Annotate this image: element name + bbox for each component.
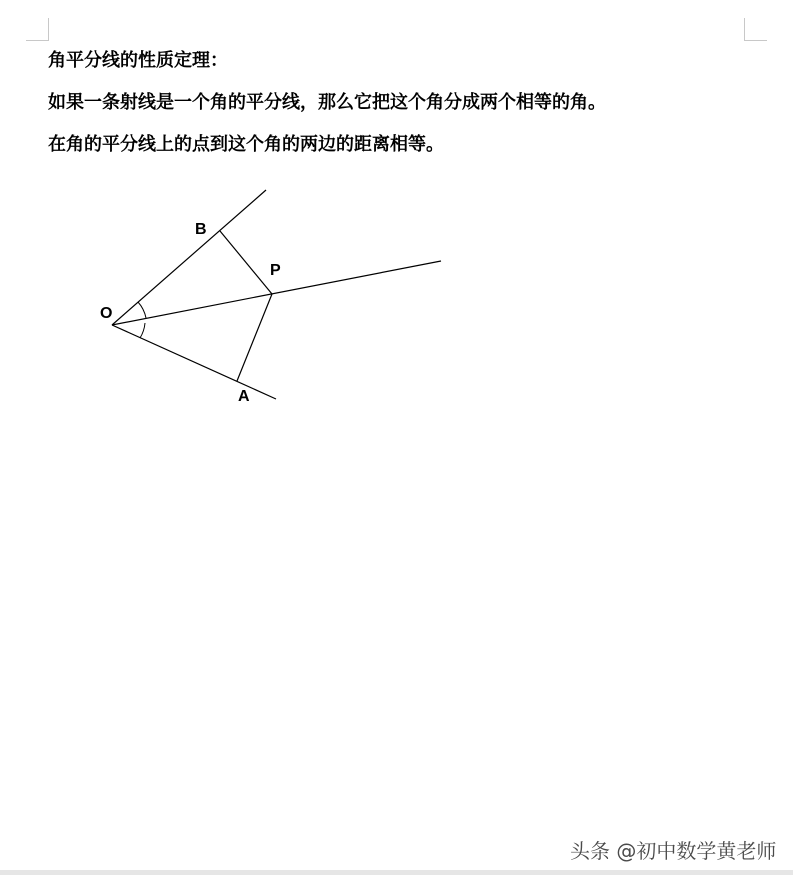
theorem-statement-angle: 如果一条射线是一个角的平分线，那么它把这个角分成两个相等的角。 [48, 92, 606, 113]
angle-arc-lower [140, 323, 145, 338]
label-p: P [270, 262, 281, 279]
segment-pa [237, 294, 272, 381]
segment-pb [220, 231, 272, 294]
angle-arc-upper [138, 302, 146, 318]
theorem-statement-distance: 在角的平分线上的点到这个角的两边的距离相等。 [48, 134, 444, 155]
page-bottom-edge [0, 870, 793, 875]
theorem-title: 角平分线的性质定理： [48, 50, 228, 71]
ray-oa [112, 325, 276, 399]
label-o: O [100, 305, 113, 322]
ray-ob [112, 190, 266, 325]
watermark-text: 头条 @初中数学黄老师 [570, 839, 777, 863]
label-a: A [238, 388, 250, 405]
label-b: B [195, 221, 207, 238]
